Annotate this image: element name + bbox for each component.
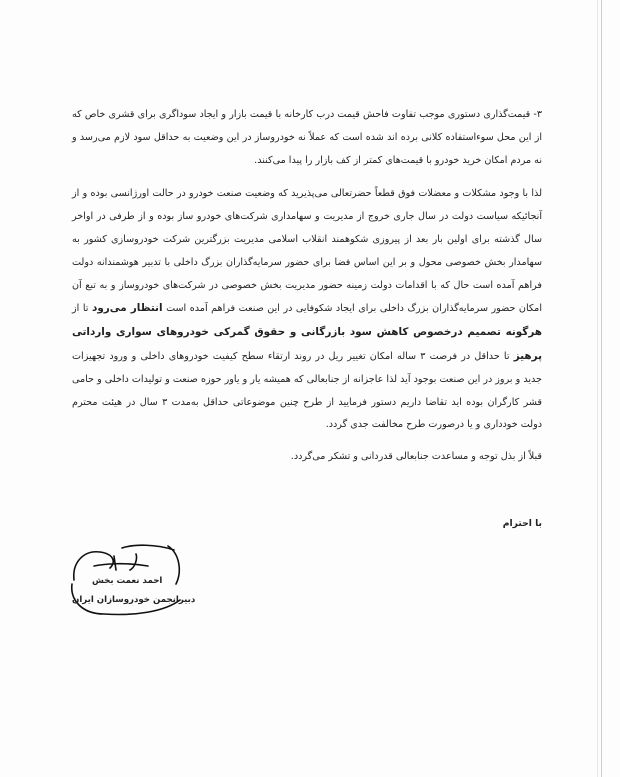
signer-title: دبیرانجمن خودروسازان ایران: [72, 595, 196, 605]
request-bold-expectation: انتظار می‌رود: [91, 302, 163, 315]
paragraph-pricing: ۳- قیمت‌گذاری دستوری موجب تفاوت فاحش قیمت درب کارخانه با قیمت بازار و ایجاد سوداگری برای قشری خاص که از این محل سوءاستفاده کلانی برده اند شده است که عملاً نه خودروساز در این وضعیت به حداقل سود لازم می‌رسد و نه مردم امکان خرید خودرو با قیمت‌های کمتر از کف بازار را پیدا می‌کنند.: [72, 109, 542, 166]
closing-regards: با احترام: [502, 518, 542, 529]
request-bold-avoid: هرگونه تصمیم درخصوص کاهش سود بازرگانی و حقوق گمرکی خودروهای سواری وارداتی پرهیز: [72, 326, 542, 362]
request-text-2: تا از: [72, 303, 89, 315]
page-edge-line: [597, 0, 598, 777]
page-edge-line: [601, 0, 602, 777]
letter-body: [72, 104, 542, 469]
paragraph-request: [72, 183, 542, 437]
request-text-1: لذا با وجود مشکلات و معضلات فوق قطعاً حضرتعالی می‌پذیرید که وضعیت صنعت خودرو در حالت اورژانسی بوده و از آنجائیکه سیاست دولت در سال جاری خروج از مدیریت و سهامداری شرکت‌های خودرو ساز بوده و از طرفی در اواخر سال گذشته برای اولین بار بعد از پیروزی شکوهمند انقلاب اسلامی مدیریت بزرگترین شرکت خودروسازی کشور به سهامدار بخش خصوصی محول و بر این اساس فضا برای حضور سرمایه‌گذاران بزرگ داخلی با تدبیر هوشمندانه دولت فراهم آمده است حال که با اقدامات دولت زمینه حضور مدیریت بخش خصوصی در شرکت‌های خودروساز و به تبع آن امکان حضور سرمایه‌گذاران بزرگ داخلی برای ایجاد شکوفایی در این صنعت فراهم آمده است: [72, 188, 542, 315]
request-text-3: تا حداقل در فرصت ۳ ساله امکان تغییر ریل در روند ارتقاء سطح کیفیت خودروهای داخلی و ورود تجهیزات جدید و بروز در این صنعت بوجود آید لذا عاجزانه از جنابعالی که همیشه یار و یاور حوزه صنعت و تولیدات داخلی و حامی قشر کارگران بوده اید تقاضا داریم دستور فرمایید از طرح چنین موضوعاتی حداقل به‌مدت ۳ سال در هیئت محترم دولت خودداری و یا درصورت طرح مخالفت جدی گردد.: [72, 350, 543, 431]
signature-block: [64, 540, 194, 620]
paragraph-thanks: قبلاً از بذل توجه و مساعدت جنابعالی قدردانی و تشکر می‌گردد.: [290, 451, 542, 463]
signer-name: احمد نعمت بخش: [92, 576, 163, 586]
